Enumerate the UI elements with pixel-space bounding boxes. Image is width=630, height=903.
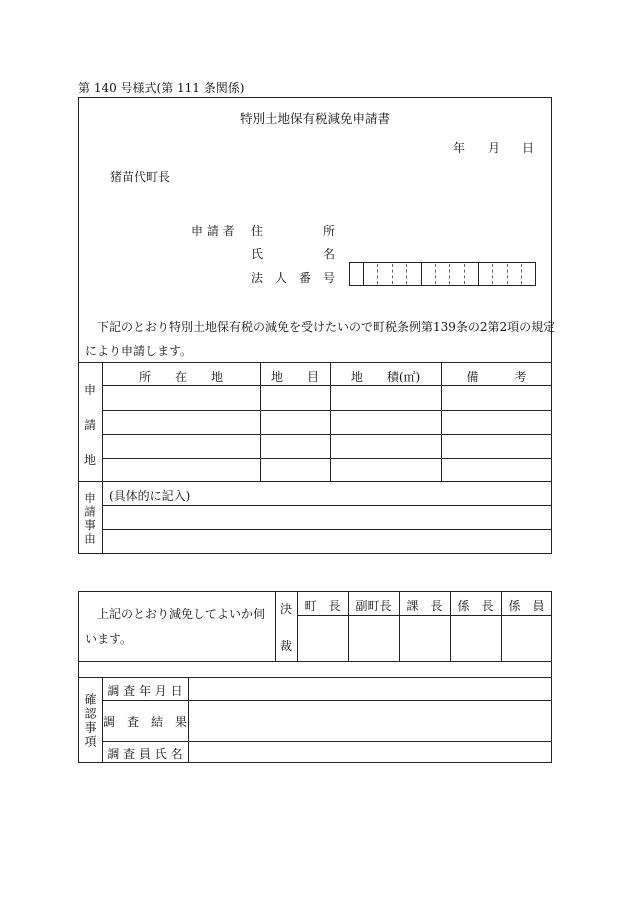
- approval-text-line2: います。: [85, 632, 133, 646]
- land-side-label-2: 請: [83, 418, 96, 432]
- land-side-label-1: 申: [83, 383, 96, 397]
- reason-side-label: 申請事由: [83, 492, 97, 546]
- land-side-label-3: 地: [83, 453, 96, 467]
- role-staff: 係 員: [508, 599, 545, 613]
- body-text-line2: により申請します。: [85, 344, 193, 358]
- seal-cell-deputy-mayor[interactable]: [349, 616, 399, 661]
- survey-result-label: 調 査 結 果: [102, 715, 187, 729]
- seal-cell-subsection-chief[interactable]: [451, 616, 501, 661]
- role-deputy-mayor: 副町長: [355, 599, 392, 613]
- form-number: 第 140 号様式(第 111 条関係): [78, 81, 245, 95]
- seal-cell-staff[interactable]: [502, 616, 552, 661]
- survey-date-field[interactable]: [189, 678, 551, 700]
- applicant-name-label: 氏 名: [251, 247, 336, 261]
- applicant-label: 申 請 者: [191, 224, 235, 238]
- corp-number-label: 法 人 番 号: [251, 271, 336, 285]
- form-title: 特別土地保有税減免申請書: [239, 111, 390, 126]
- surveyor-name-label: 調 査 員 氏 名: [107, 747, 183, 761]
- kessai-label-1: 決: [279, 602, 292, 616]
- date-day[interactable]: 日: [522, 141, 535, 155]
- role-mayor: 町 長: [304, 599, 341, 613]
- survey-date-label: 調 査 年 月 日: [107, 684, 183, 698]
- role-subsection-chief: 係 長: [457, 599, 494, 613]
- confirmation-side-label: 確認事項: [83, 693, 97, 749]
- kessai-label-2: 裁: [279, 639, 292, 653]
- seal-cell-section-chief[interactable]: [400, 616, 450, 661]
- role-section-chief: 課 長: [406, 599, 443, 613]
- header-location: 所 在 地: [138, 370, 223, 384]
- header-remarks: 備 考: [466, 370, 527, 384]
- approval-text-line1: 上記のとおり減免してよいか伺: [97, 607, 266, 621]
- addressee: 猪苗代町長: [110, 170, 171, 184]
- header-area: 地 積(㎡): [350, 370, 421, 384]
- date-month[interactable]: 月: [488, 141, 501, 155]
- reason-note: (具体的に記入): [109, 489, 191, 503]
- date-year[interactable]: 年: [453, 141, 466, 155]
- survey-result-field[interactable]: [189, 701, 551, 741]
- surveyor-name-field[interactable]: [189, 742, 551, 762]
- applicant-address-label: 住 所: [251, 224, 336, 238]
- seal-cell-mayor[interactable]: [298, 616, 348, 661]
- header-land-category: 地 目: [270, 370, 319, 384]
- body-text-line1: 下記のとおり特別土地保有税の減免を受けたいので町税条例第139条の2第2項の規定: [97, 320, 556, 334]
